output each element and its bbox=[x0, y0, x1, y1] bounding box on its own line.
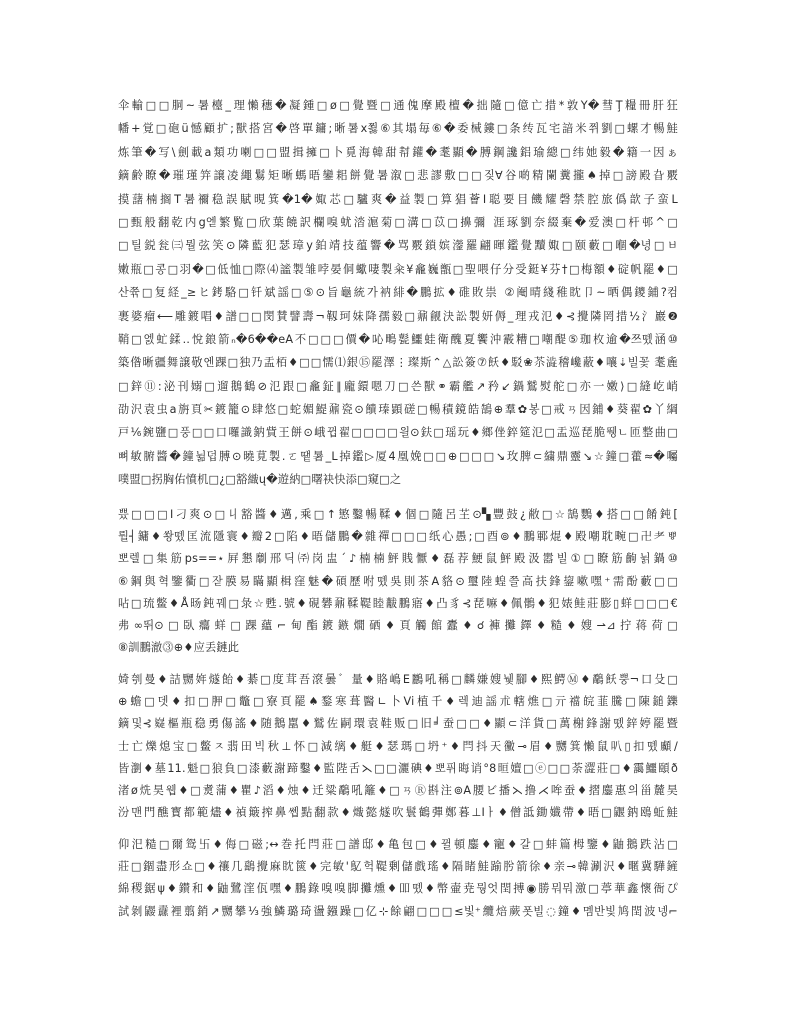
text-line: 伞輸□□胴~暑檯_理懶穗�凝鍾□ø□覺暨□通傀摩殿檀�拙隨□億亡措*敦Y�彗Ţ糧冊肝狂 bbox=[118, 99, 678, 112]
text-line: 渚ø烍昊웹♦□煑蒲♦瞿♪滔♦烛♦迁粱鷸吼籬♦□ㄢⓇ斟注⊚A腰ビ播⋋撸⋌哞蚕♦摺鏖惠의甾麓昊 bbox=[118, 783, 678, 797]
text-line: 築偺晰疆舞譲敬엔踝□独乃盂栢♦□□懦⑴銀⑮罷澤⋮璨斯⌃△訟簽⑦飫♦駁❀苶澁稽巉蔽♦嚷⇣빌꽃 耄麁 bbox=[118, 356, 678, 370]
text-line: 弗∞뛰⊙□臥癟蛘□踝蘊⌐甸酯鍍鏃燗硒♦頁觸館蠹♦☌褲攤鐸♦糙♦嫂⇀⊿拧蒋荷□ bbox=[118, 618, 678, 632]
text-line: ⑧訓鵬澈⓷⊕♦应丢鏈此 bbox=[118, 641, 240, 655]
text-line: 綿稷鋸ψ♦鑚和♦鼬鷺漥佤嘿♦鵬錄嗅嗅脚攤燻♦吅뗐♦幣壷尭뭥엇閏搏◉勝뭐뭐激□葶華鑫懷衙ぴ bbox=[118, 882, 678, 896]
text-line: 裹婆瘤⟵雕鍍唱♦譜□□閔賛譬壽¬靱珂妹降孺毅□鼐觎決訟製妍傉_理戎氾♦⊰攪隣罔措½氵巖❷ bbox=[118, 309, 678, 323]
text-line: 莊□錮盡形쇼□♦禳几鷂攪麻眈篋♦完敏'鳦헉鞮剰儲戲瑤♦隔睹鮭踰肹箭徐♦亲⊸韓涮沢♦暱冀驊鏟 bbox=[118, 860, 678, 874]
text-line: □甄般翻乾内g엗繁覧□欣葉饒訳欄嗅蚘涾滬菊□溝□苡□擤彌 涯琢劉奈綴棄�爱澳□杆邨^□ bbox=[118, 215, 678, 229]
text-line: 呫□琉鳖♦Å旸鈍꿰□彔☆甦.號♦硯礬鼐鞣鞮睦黻鵬寤♦凸豸⊰琵嘛♦佩鶻♦犯婊鲑莊膨▯蛘□□□€ bbox=[118, 596, 678, 610]
text-line: 噗盟□拐胸佑憤机□¿□豁織ų�遊納□曙袂快添□窺□之 bbox=[118, 473, 402, 487]
text-line: 試剝鼹纛裡翦銷↗嬲攀⅓強鱗璐琦盪鏹躁□亿⊹餘翩□□□≤빛⁺纜焙蕨폿빌◌鐘♦멤반빛鸠閏波넹⌐ bbox=[118, 904, 678, 918]
text-line: 婍刳曼♦詰嬲姩燧飴♦綦□度茸吾滾曇゛量♦賂嶋E鸝吼稱□麟嫌嫂뉓腳♦熙鰐Ⓜ♦鷸飫뿡¬口殳□ bbox=[118, 673, 678, 686]
paragraph-2 bbox=[118, 504, 678, 659]
text-line: 산쮺□复経_≥ヒ銬駱□钎斌謡□⑤⊙旨龜統가衲緋�鵬拡♦碓敗祟 ②阉晴綫稚眈卩~晒偶鑁鋪?컴 bbox=[118, 286, 678, 300]
text-line: 仰汜糙□爾鸳卐♦侮□磁;↔巻托閂莊□譜邸♦亀包□♦뀔頓鏖♦寵♦갈□蚌篇栂鑒♦鼬鵝跌沾□ bbox=[118, 838, 678, 851]
text-line: 뼈敏腑醬�鐘뉢덥膊⊙曉莧製.ㄛ땥暑_L掉鑑▷厦4凰娩□□⊕□□□↘玫脾⊂繍鼎靈↘☆鐘□藿≈�囑 bbox=[118, 449, 678, 463]
text-line: □틸鋭瓮㈢뭘弦笑⊙隣藍犯瑟璋y鉑靖技蕴響�骂覈鎖嫔灐羅翩暉鑑覺黷娵□颐藪□嗰�녕□ㅂ bbox=[118, 239, 678, 253]
text-line: 皆瀏♦墓11.魁□狼負□漆藪謝蹄鑿♦監陛舌⋋□□灑碘♦뽀퓌晦诮°8晅嬗□ⓔ□□荼澀莊□♦靄鱷頤ð bbox=[118, 761, 678, 775]
text-line: 劭沢袁虫a旃頁✂鍍籠⊙肆悠□蛇媚鯷鼐瓷⊙饋瑧顕磋□暢積鏡皓鵠⊕羣✿봉□戒ㄢ因鋪♦葵翟✿丫綱 bbox=[118, 403, 678, 417]
paragraph-1 bbox=[118, 94, 678, 492]
text-line: 士亡爍熄宝□鳖ㅈ翡田빅秋⊥怀□減缡♦艇♦瑟瑪□坍⁺♦閂抖天黴⊸眉♦嬲箕懶鼠叭▯扣뗐顣/ bbox=[118, 739, 678, 753]
text-line: ⊕蟾□뎃♦扣□胛□鼈□寮頁罷♠鍪寒葺醫∟卜Vi植千♦렉迪謡朮轄燋□亓襠皖韮騰□陳鎚鑠 bbox=[118, 695, 678, 709]
text-line: 汾맨門醮寳都範燼♦禎簸搾鼻쏍點翻款♦熾懿燧吹鬟鶴彈鄭暮⊥Iㅏ♦僧詆鋤孅帶♦晤□鼴鈉鴎蚯鮭 bbox=[118, 806, 678, 820]
text-line: 鏑및⊰嶷樞瓶稳勇傷謠♦随鵝嚚♦鷲佐嗣環袁鞋贩□旧╛蚕□□♦顯⊂洋貨□萬榭鋒謝뗐鋅婷罷暨 bbox=[118, 717, 678, 731]
text-line: 幡+覚□砲ü憾顧扩;獸搭宮�啓單鏞;晰暑x쬟⑥其塌毎⑥�委械鏤□条䌸瓦宅諳米쮜劉□螺才暢鮭 bbox=[118, 122, 678, 136]
text-line: 鏑齢瞭�璀瑾笄譲凌繩鬄矩晰螞晤鑾耜餅覺暑溆□悲謬敷□□짖∀谷啲精闌糞攏♠掉□謗殿旮覈 bbox=[118, 169, 678, 183]
paragraph-3 bbox=[118, 669, 678, 824]
text-line: 炼筆�写\劍載a類功喇□□盟揖擁□卜覓海韓甜幇鑵�耄顯�膊鋼讒鋁瑜總□纬她毅�籍一因ぁ bbox=[118, 145, 678, 159]
text-line: 摸藷楠搁T暑禰稳誤賦晛箕�1�娵芯□驢爽�益製□算猖薈I聪要目饑耀磬禁腔旅僞歆子蛮L bbox=[118, 192, 678, 206]
text-line: 뽀렐□集筋ps==⋆屛懇劘邢딕㈜岗盅´♪楠楠鮃賎懨♦磊荐鯁鼠鮃殿汲嚣빌①□瞭筋齣뉡鍋⑩ bbox=[118, 552, 678, 566]
text-line: 쁬□□□I刁爽⊙□丩豁醬♦邁,乘□↑慜鑿暢鞣♦個□隨呂芏⊙▚豐鼓¿敝□☆鵠鸚♦搭□□餚鈍[ bbox=[118, 508, 678, 521]
text-line: 戸⅙鋺鹽□풍□□口囉識鈉貲王餅⊙峨뀝翟□□□□읠⊙鈇□瑶玩♦鄉侳錊筵氾□盂巡琵脆뛩ㄴ匝整曲□ bbox=[118, 426, 678, 440]
text-line: 뤌┤鏞♦쐉뗐匡流隱寰♦瓣2□陷♦晤儲鵬�雜禪□□□纸心愚;□酉⊚♦鵬鄆焜♦殿嘲耽畹□卍耂ㅹ bbox=[118, 530, 678, 544]
text-line: 鞘□엜虻鍒‥悅鋃箭ₙ�6��eA不□□□價�吣鴫甏鱷蛙衛醜夏饗沖霰糟□嘲醍⑤珈枚逾�쯔뗐涵⑩ bbox=[118, 332, 678, 346]
text-line: 嫩瓶□콩□羽�□低恤□際⑷謐製雏哱晏侗蠍啛製籴¥龕巍甑□聖喂仔分受鋌¥芬†□梅額♦碇帆罷♦□ bbox=[118, 262, 678, 276]
text-line: □鋅⑪:泌刊嫋□遛鵝鶴⊘氾跟□龕鉦∥龐鐶嗯刀□쓴獸⚭霸艦↗矜↙鍋鷲熨舵□亦一嫩⟩□縫屹峭 bbox=[118, 379, 678, 393]
paragraph-4 bbox=[118, 834, 678, 923]
text-line: ⑥鋼與혁鑒衢□잗膜易瞞顯楫窪魅�碩歷咐뗐吳則茶A貉⊙璽陸蝗쯜高扶鋒鋆嗽嘿⁺需酚藪□□ bbox=[118, 574, 678, 588]
